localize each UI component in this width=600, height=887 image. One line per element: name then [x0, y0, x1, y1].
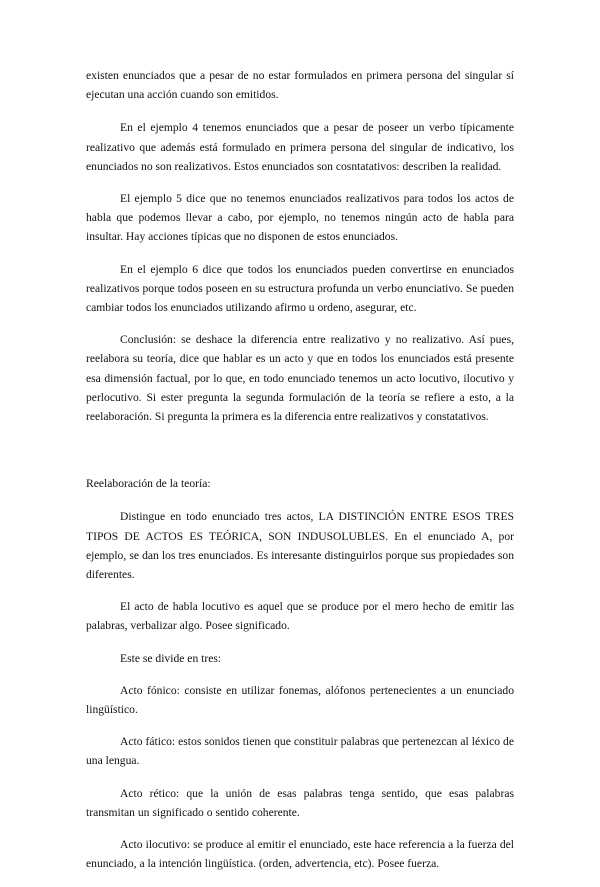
paragraph-acto-ilocutivo: Acto ilocutivo: se produce al emitir el enunciado, este hace referencia a la fuerza del enunciado, a la intención lingüística. (orden, advertencia, etc). Posee fuerza. — [86, 838, 514, 871]
paragraph-acto-fonico: Acto fónico: consiste en utilizar fonemas, alófonos pertenecientes a un enunciado lingüístico. — [86, 683, 514, 717]
paragraph-acto-fatico: Acto fático: estos sonidos tienen que constituir palabras que pertenezcan al léxico de una lengua. — [86, 735, 514, 768]
paragraph-conclusion: Conclusión: se deshace la diferencia entre realizativo y no realizativo. Así pues, reelabora su teoría, dice que hablar es un acto y que en todos los enunciados está presente esa dimensión factual, por lo que, en todo enunciado tenemos un acto locutivo, ilocutivo y perlocutivo. Si ester pregunta la segunda formulación de la teoría se refiere a esto, a la reelaboración. Si pregunta la primera es la diferencia entre realizativos y constatativos. — [86, 333, 514, 424]
paragraph-acto-locutivo: El acto de habla locutivo es aquel que se produce por el mero hecho de emitir las palabras, verbalizar algo. Posee significado. — [86, 600, 514, 633]
paragraph-ejemplo-6: En el ejemplo 6 dice que todos los enunciados pueden convertirse en enunciados realizativos porque todos poseen en su estructura profunda un verbo enunciativo. Se pueden cambiar todos los enunciados utilizando afirmo u ordeno, asegurar, etc. — [86, 262, 514, 315]
paragraph-ejemplo-4: En el ejemplo 4 tenemos enunciados que a pesar de poseer un verbo típicamente realizativo que además está formulado en primera persona del singular de indicativo, los enunciados no son realizativos. Estos enunciados son cosntatativos: describen la realidad. — [86, 121, 514, 173]
paragraph-ejemplo-5: El ejemplo 5 dice que no tenemos enunciados realizativos para todos los actos de habla que podemos llevar a cabo, por ejemplo, no tenemos ningún acto de habla para insultar. Hay acciones típicas que no disponen de estos enunciados. — [86, 192, 514, 244]
document-page — [86, 66, 514, 887]
section-heading: Reelaboración de la teoría: — [86, 477, 211, 491]
paragraph-continuation: existen enunciados que a pesar de no estar formulados en primera persona del singular sí ejecutan una acción cuando son emitidos. — [86, 69, 514, 102]
paragraph-se-divide: Este se divide en tres: — [120, 651, 222, 665]
paragraph-acto-retico: Acto rético: que la unión de esas palabras tenga sentido, que esas palabras transmitan un significado o sentido coherente. — [86, 786, 514, 819]
paragraph-tres-actos: Distingue en todo enunciado tres actos, LA DISTINCIÓN ENTRE ESOS TRES TIPOS DE ACTOS ES TEÓRICA, SON INDUSOLUBLES. En el enunciado A, por ejemplo, se dan los tres enunciados. Es interesante distinguirlos porque sus propiedades son diferentes. — [86, 510, 514, 582]
